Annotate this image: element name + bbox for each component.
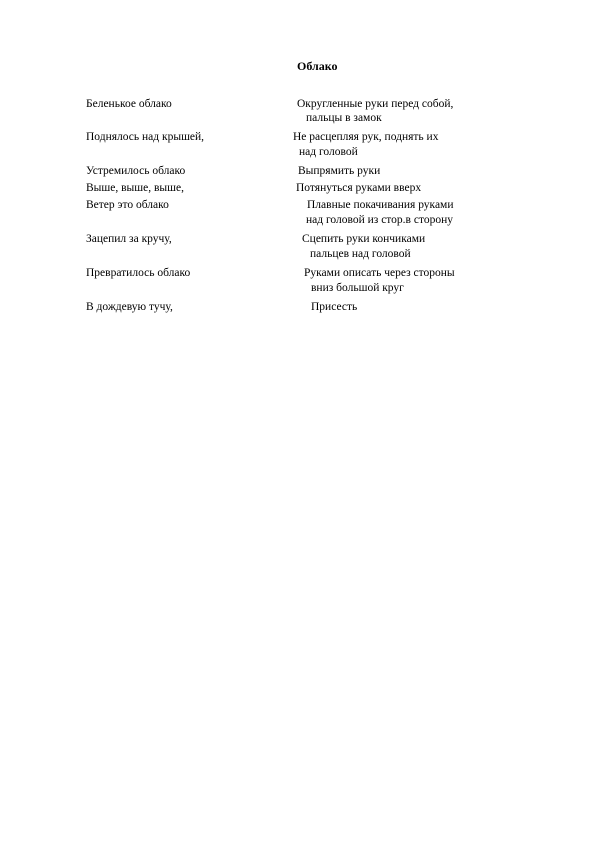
movement-line: Руками описать через стороны (304, 267, 455, 279)
movement-line: Потянуться руками вверх (296, 182, 422, 194)
movement-line: над головой из стор.в сторону (306, 214, 453, 226)
movement-line: вниз большой круг (311, 282, 404, 294)
movement-line: Округленные руки перед собой, (297, 98, 454, 110)
verse-line: Превратилось облако (86, 267, 191, 279)
verse-line: Выше, выше, выше, (86, 182, 184, 194)
verse-line: Зацепил за кручу, (86, 233, 172, 245)
movement-line: пальцы в замок (306, 112, 382, 124)
verse-line: В дождевую тучу, (86, 301, 173, 313)
movement-line: пальцев над головой (310, 248, 411, 260)
verse-line: Ветер это облако (86, 199, 169, 211)
movement-line: Не расцепляя рук, поднять их (293, 131, 439, 143)
verse-line: Устремилось облако (86, 165, 186, 177)
movement-line: Присесть (311, 301, 358, 313)
movement-line: Выпрямить руки (298, 165, 381, 177)
movement-line: Сцепить руки кончиками (302, 233, 426, 245)
movement-line: Плавные покачивания руками (307, 199, 454, 211)
verse-line: Поднялось над крышей, (86, 131, 205, 143)
movement-line: над головой (299, 146, 358, 158)
page-title: Облако (297, 59, 338, 73)
verse-line: Беленькое облако (86, 98, 172, 110)
